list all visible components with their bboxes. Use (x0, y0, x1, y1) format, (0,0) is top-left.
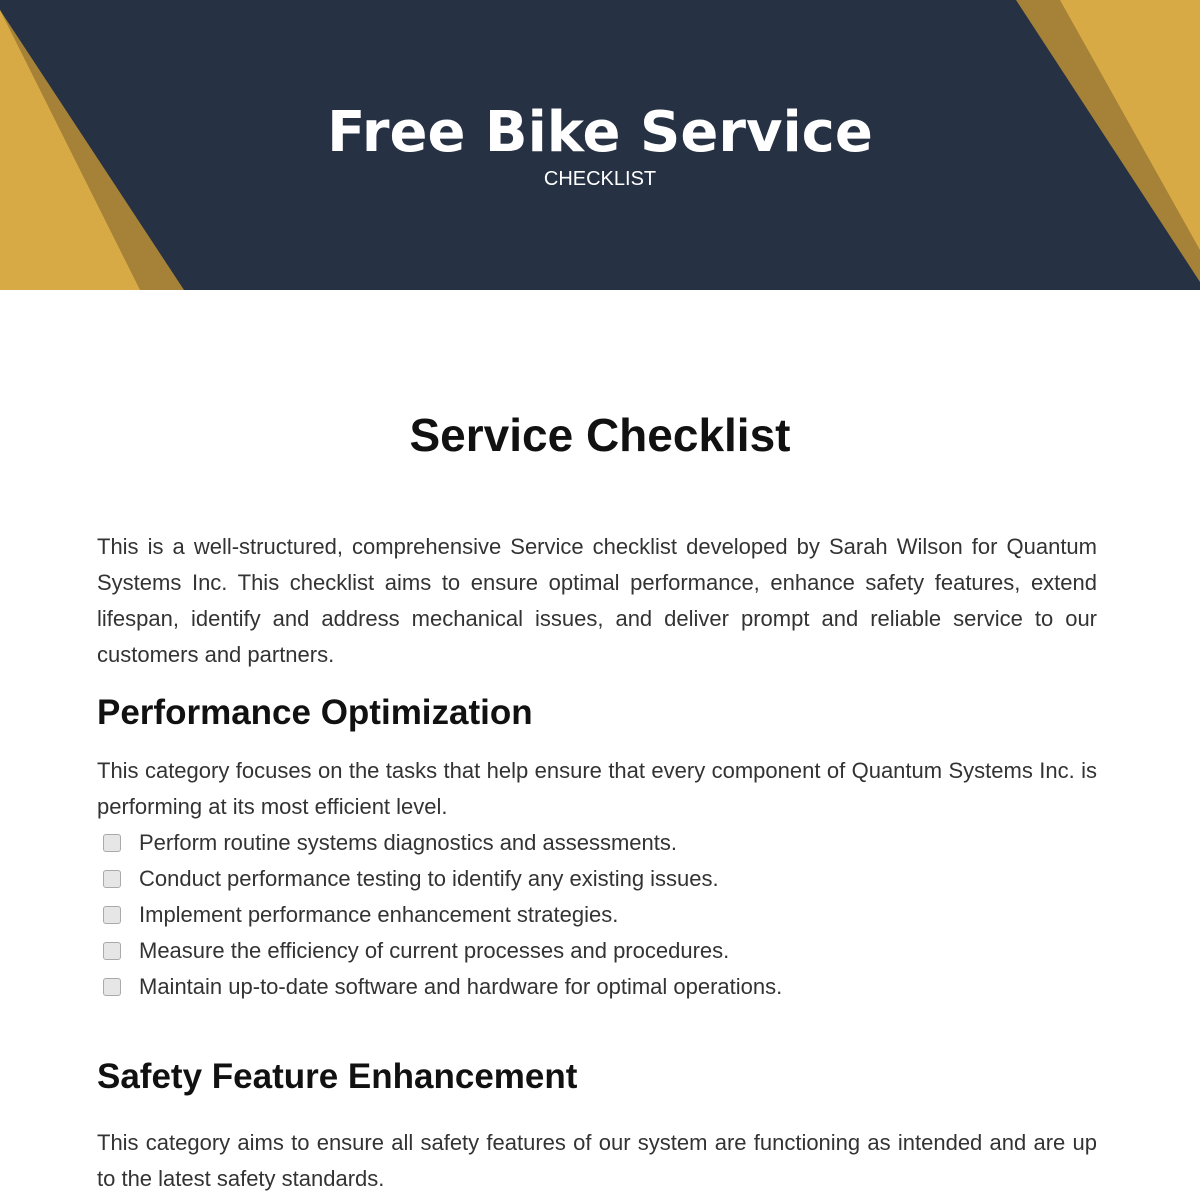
checklist-item-label: Conduct performance testing to identify any existing issues. (139, 866, 719, 891)
section-description: This category aims to ensure all safety features of our system are functioning as intended and are up to the latest safety standards. (97, 1130, 1097, 1191)
checklist-item[interactable] (97, 969, 1097, 1005)
document-subtitle: CHECKLIST (543, 168, 657, 190)
checklist-item-label: Implement performance enhancement strategies. (139, 902, 619, 927)
section-heading: Safety Feature Enhancement (97, 1057, 578, 1096)
checklist (97, 825, 1097, 1005)
checklist-item-label: Measure the efficiency of current processes and procedures. (139, 938, 730, 963)
checklist-item[interactable] (97, 933, 1097, 969)
checkbox[interactable] (103, 870, 121, 888)
document-title: Free Bike Service (327, 100, 873, 165)
checklist-item[interactable] (97, 825, 1097, 861)
section-description: This category focuses on the tasks that help ensure that every component of Quantum Systems Inc. is performing at its most efficient level. (97, 758, 1097, 819)
checkbox[interactable] (103, 942, 121, 960)
section-heading: Performance Optimization (97, 693, 533, 732)
content (97, 529, 1097, 1197)
checklist-item[interactable] (97, 897, 1097, 933)
checkbox[interactable] (103, 978, 121, 996)
main-title: Service Checklist (409, 409, 791, 461)
header-banner (0, 0, 1200, 290)
intro-paragraph: This is a well-structured, comprehensive Service checklist developed by Sarah Wilson for Quantum Systems Inc. This checklist aims to ensure optimal performance, enhance safety features, extend lifespan, identify and address mechanical issues, and deliver prompt and reliable service to our customers and partners. (97, 534, 1097, 667)
checklist-item[interactable] (97, 861, 1097, 897)
checklist-item-label: Maintain up-to-date software and hardware for optimal operations. (139, 974, 783, 999)
checklist-item-label: Perform routine systems diagnostics and assessments. (139, 830, 678, 855)
checkbox[interactable] (103, 834, 121, 852)
checkbox[interactable] (103, 906, 121, 924)
